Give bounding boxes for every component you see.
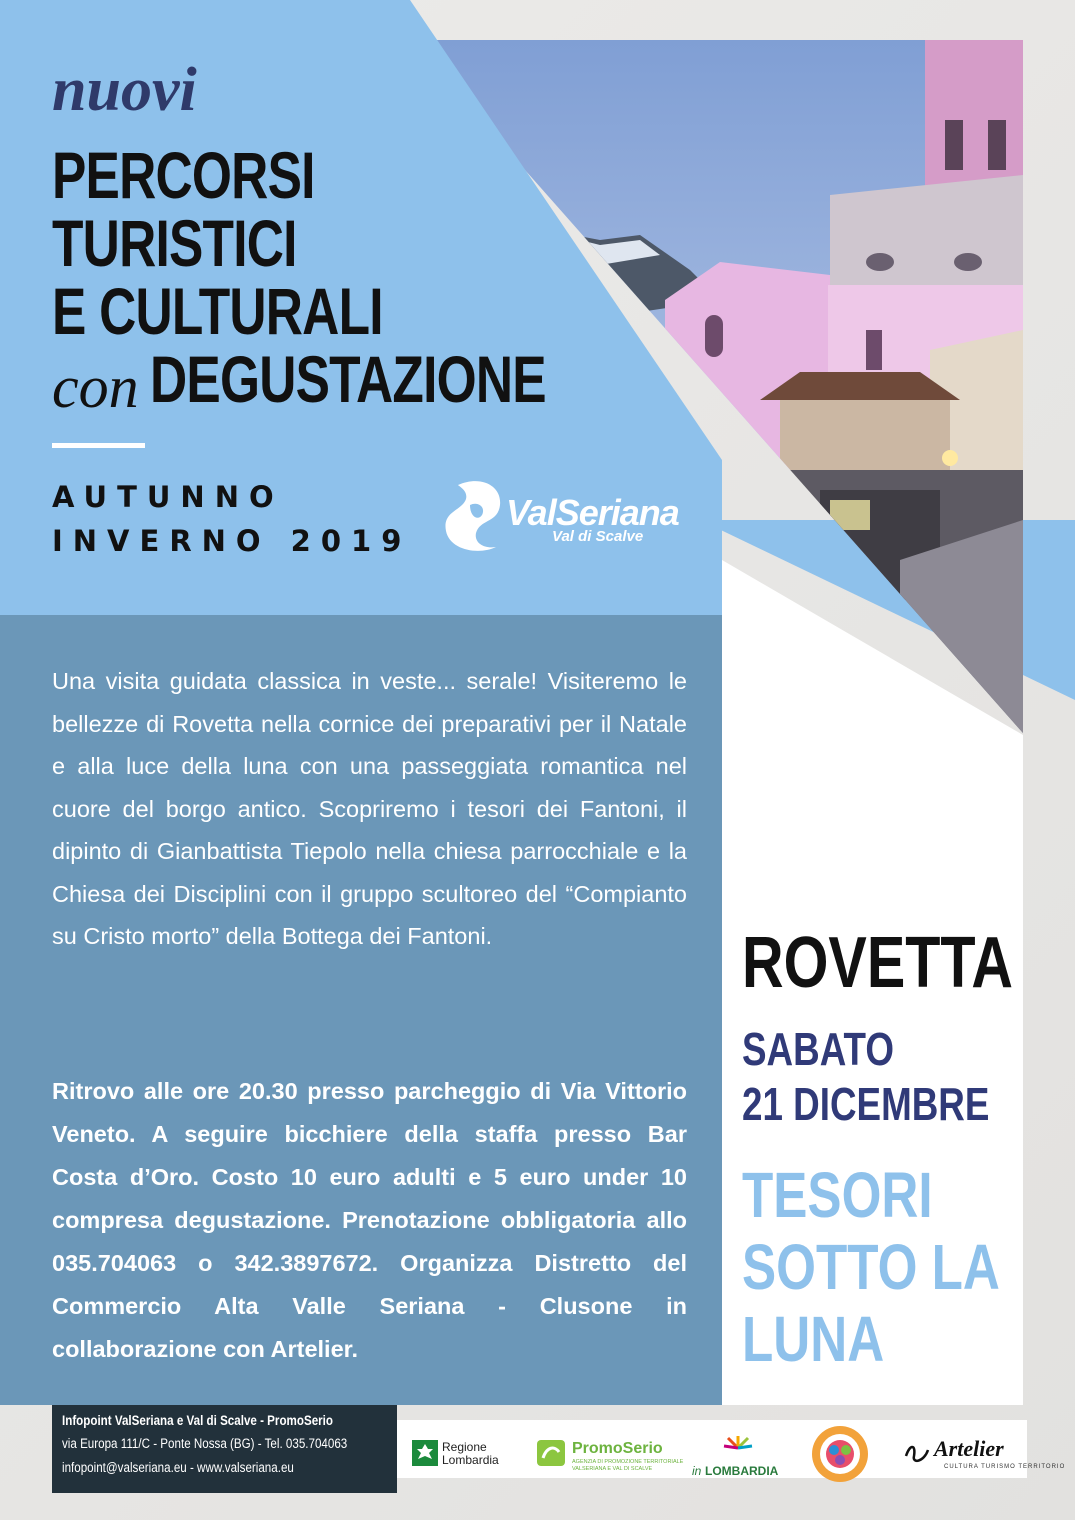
- promoserio-name: PromoSerio: [572, 1440, 663, 1457]
- headline-line-2: TURISTICI: [52, 206, 297, 280]
- regione-lombardia-logo-icon: [412, 1440, 438, 1466]
- artelier-logo-icon: [902, 1436, 932, 1466]
- event-place: ROVETTA: [742, 923, 1013, 1003]
- headline-connector: con: [52, 354, 139, 420]
- event-description: Una visita guidata classica in veste... serale! Visiteremo le bellezze di Rovetta nella cornice dei preparativi per il Natale e alla luce della luna con una passeggiata romantica nel cuore del borgo antico. Scopriremo i tesori dei Fantoni, il dipinto di Gianbattista Tiepolo nella chiesa parrocchiale e la Chiesa dei Disciplini con il gruppo scultoreo del “Compianto su Cristo morto” della Bottega dei Fantoni.: [52, 668, 687, 949]
- regione-lombardia-text-1: Regione: [442, 1440, 487, 1454]
- artelier-subtitle: CULTURA TURISMO TERRITORIO: [944, 1464, 1066, 1470]
- promoserio-logo-icon: [535, 1438, 567, 1468]
- season-line-2: INVERNO 2019: [52, 524, 412, 558]
- headline-line-1: PERCORSI: [52, 138, 315, 212]
- inlombardia-logo-icon: [720, 1434, 756, 1462]
- event-date: 21 DICEMBRE: [742, 1078, 990, 1130]
- event-title-line-3: LUNA: [742, 1303, 885, 1375]
- promoserio-subtitle-2: VALSERIANA E VAL DI SCALVE: [572, 1466, 653, 1472]
- headline-line-4: DEGUSTAZIONE: [150, 342, 546, 416]
- promoserio-subtitle: AGENZIA DI PROMOZIONE TERRITORIALE: [572, 1459, 684, 1465]
- event-day: SABATO: [742, 1023, 894, 1075]
- artelier-name: Artelier: [934, 1436, 1004, 1461]
- footer-organization: Infopoint ValSeriana e Val di Scalve - PromoSerio: [62, 1413, 333, 1428]
- event-title-line-1: TESORI: [742, 1159, 933, 1231]
- inlombardia-prefix: in: [692, 1464, 702, 1478]
- footer-contacts: infopoint@valseriana.eu - www.valseriana.eu: [62, 1460, 294, 1475]
- distretto-commercio-seal-icon: [810, 1424, 870, 1484]
- event-details: Ritrovo alle ore 20.30 presso parcheggio di Via Vittorio Veneto. A seguire bicchiere della staffa presso Bar Costa d’Oro. Costo 10 euro adulti e 5 euro under 10 compresa degustazione. Prenotazione obbligatoria allo 035.704063 o 342.3897672. Organizza Distretto del Commercio Alta Valle Seriana - Clusone in collaborazione con Artelier.: [52, 1078, 687, 1362]
- footer-address: via Europa 111/C - Ponte Nossa (BG) - Tel. 035.704063: [62, 1436, 348, 1451]
- headline-line-3: E CULTURALI: [52, 274, 383, 348]
- headline-script-word: nuovi: [52, 56, 197, 124]
- brand-subtitle: Val di Scalve: [552, 528, 644, 545]
- brand-name: ValSeriana: [506, 492, 679, 533]
- event-title-line-2: SOTTO LA: [742, 1231, 1000, 1303]
- inlombardia-name: LOMBARDIA: [705, 1464, 779, 1478]
- regione-lombardia-text-2: Lombardia: [442, 1453, 499, 1467]
- season-line-1: AUTUNNO: [52, 480, 284, 514]
- divider: [52, 443, 145, 448]
